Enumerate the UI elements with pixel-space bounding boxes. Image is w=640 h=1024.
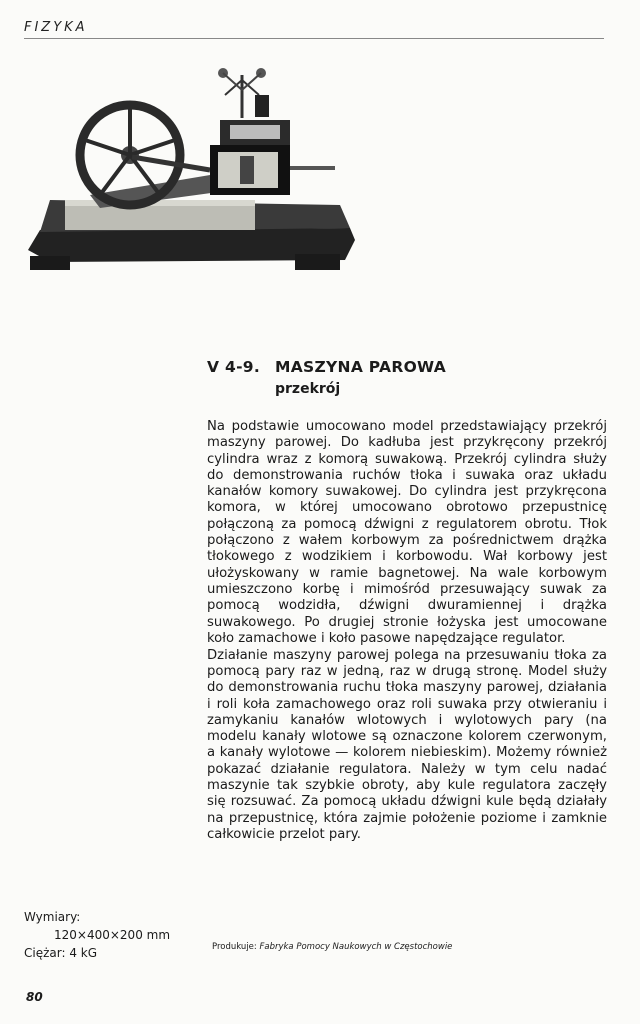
specifications: [24, 908, 170, 962]
article-subtitle: przekrój: [275, 381, 341, 397]
body-paragraph: Na podstawie umocowano model przedstawiający przekrój maszyny parowej. Do kadłuba jest przykręcony przekrój cylindra wraz z komorą suwakową. Przekrój cylindra służy do demonstrowania ruchów tłoka i suwaka oraz układu kanałów komory suwakowej. Do cylindra jest przykręcona komora, w której umocowano obrotowo przepustnicę połączoną za pomocą dźwigni z regulatorem obrotu. Tłok połączono z wałem korbowym za pośrednictwem drążka tłokowego z wodzikiem i korbowodu. Wał korbowy jest ułożyskowany w ramie bagnetowej. Na wale korbowym umieszczono korbę i mimośród przesuwający suwak za pomocą wodzidła, dźwigni dwuramiennej i drążka suwakowego. Po drugiej stronie łożyska jest umocowane koło zamachowe i koło pasowe napędzające regulator.: [207, 419, 607, 646]
producer-line: [212, 942, 452, 952]
article-number: V 4-9.: [207, 358, 261, 376]
header-divider: [24, 38, 604, 39]
page-number: 80: [26, 990, 43, 1004]
steam-engine-photo: [20, 60, 365, 290]
article-title: [207, 358, 446, 376]
producer-label: Produkuje:: [212, 942, 257, 952]
dimensions-value: 120×400×200 mm: [54, 928, 171, 942]
article-body: [207, 419, 607, 843]
producer-name: Fabryka Pomocy Naukowych w Częstochowie: [259, 942, 453, 952]
weight-value: Ciężar: 4 kG: [24, 946, 98, 960]
body-paragraph: Działanie maszyny parowej polega na przesuwaniu tłoka za pomocą pary raz w jedną, raz w drugą stronę. Model służy do demonstrowania ruchu tłoka maszyny parowej, działania i roli koła zamachowego oraz roli suwaka przy otwieraniu i zamykaniu kanałów wlotowych i wylotowych pary (na modelu kanały wlotowe są oznaczone kolorem czerwonym, a kanały wylotowe — kolorem niebieskim). Możemy również pokazać działanie regulatora. Należy w tym celu nadać maszynie tak szybkie obroty, aby kule regulatora zaczęły się rozsuwać. Za pomocą układu dźwigni kule będą działały na przepustnicę, która zajmie położenie poziome i zamknie całkowicie przelot pary.: [207, 647, 607, 842]
article-title-text: MASZYNA PAROWA: [275, 358, 447, 376]
section-header: FIZYKA: [24, 20, 88, 35]
dimensions-label: Wymiary:: [24, 910, 81, 924]
